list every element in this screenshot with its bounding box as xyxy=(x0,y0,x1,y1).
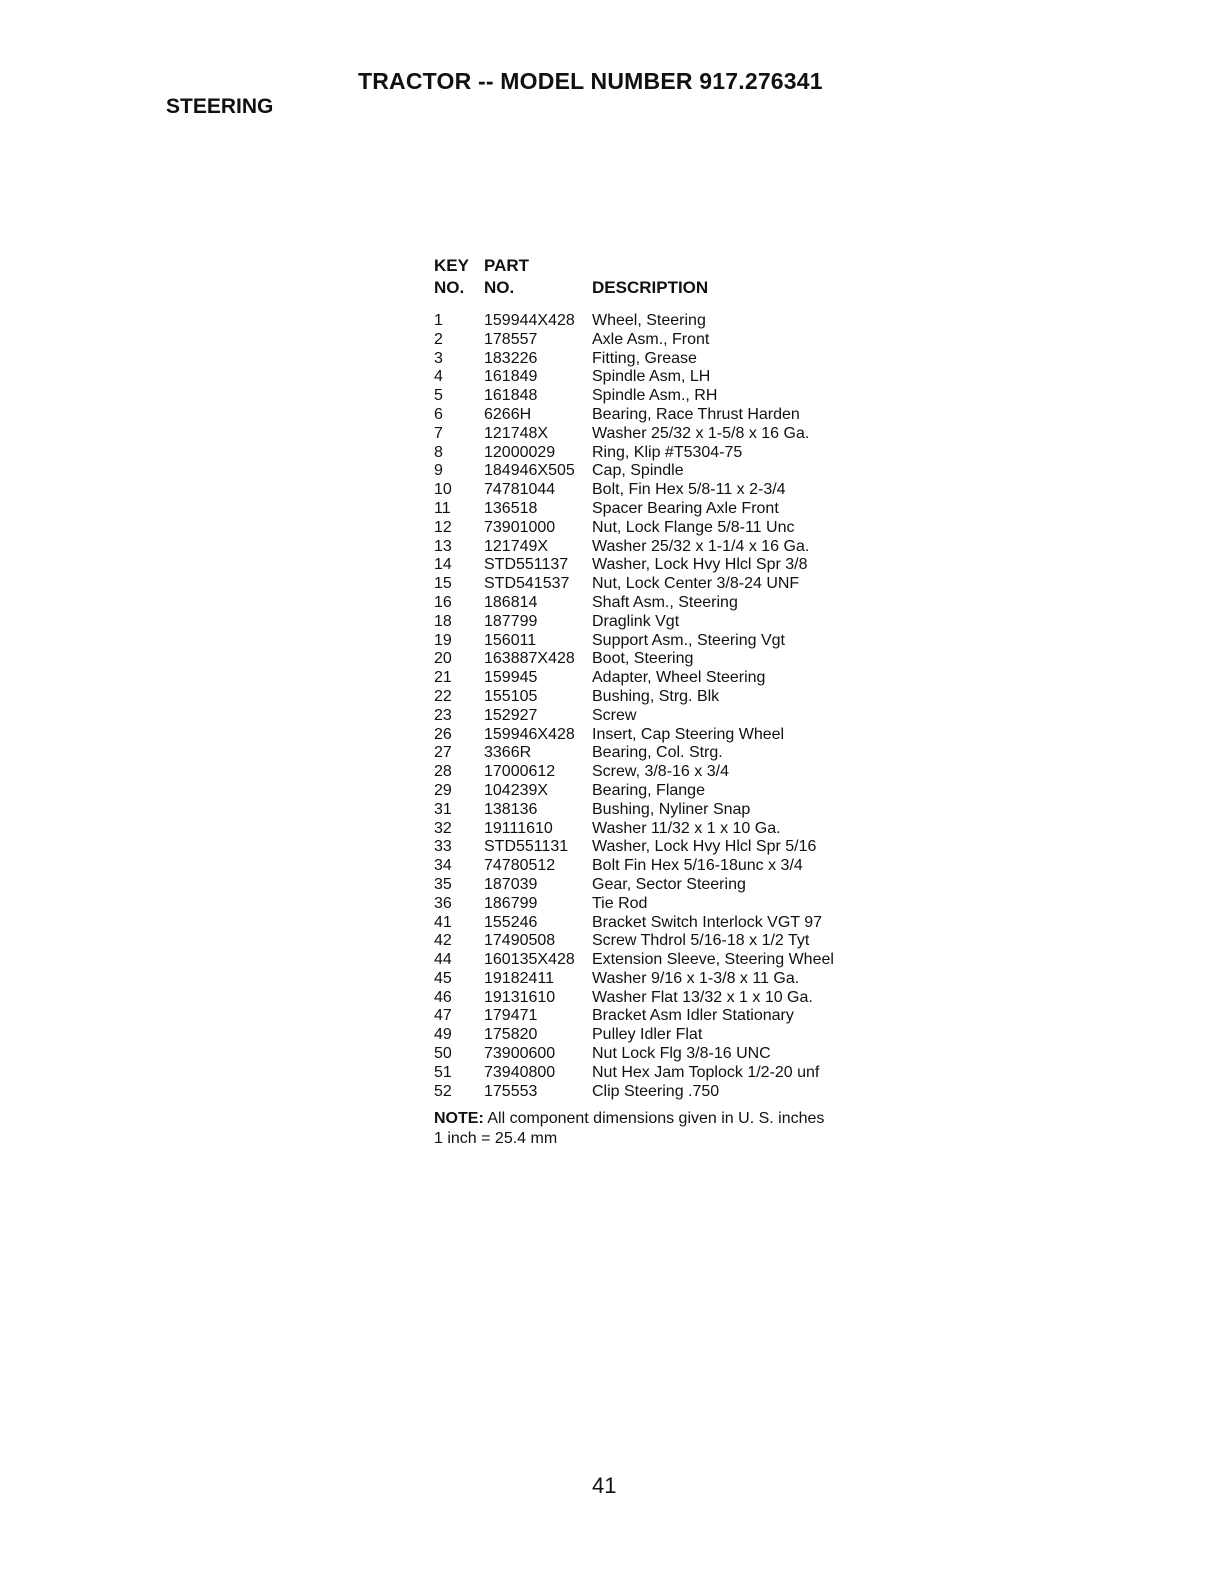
table-row xyxy=(434,387,874,406)
key-number: 52 xyxy=(434,1082,452,1100)
part-number: 136518 xyxy=(484,499,538,517)
key-number: 22 xyxy=(434,687,452,705)
part-number: 186799 xyxy=(484,894,538,912)
key-number: 16 xyxy=(434,593,452,611)
table-row xyxy=(434,406,874,425)
key-number: 31 xyxy=(434,800,452,818)
section-title: STEERING xyxy=(166,95,274,118)
table-row xyxy=(434,688,874,707)
table-row xyxy=(434,951,874,970)
table-row xyxy=(434,613,874,632)
part-number: 121748X xyxy=(484,424,549,442)
part-description: Bolt Fin Hex 5/16-18unc x 3/4 xyxy=(592,857,803,875)
part-number: 184946X505 xyxy=(484,462,575,480)
part-number: 19131610 xyxy=(484,988,556,1006)
part-number: 138136 xyxy=(484,800,538,818)
key-number: 46 xyxy=(434,988,452,1006)
table-row xyxy=(434,820,874,839)
part-description: Gear, Sector Steering xyxy=(592,875,746,893)
part-number: 179471 xyxy=(484,1007,538,1025)
table-row xyxy=(434,914,874,933)
part-description: Extension Sleeve, Steering Wheel xyxy=(592,951,834,969)
part-description: Bearing, Race Thrust Harden xyxy=(592,405,800,423)
parts-rows xyxy=(434,312,874,1101)
part-number: 155246 xyxy=(484,913,538,931)
table-row xyxy=(434,556,874,575)
part-number: 73940800 xyxy=(484,1063,556,1081)
part-description: Cap, Spindle xyxy=(592,462,684,480)
part-description: Nut, Lock Flange 5/8-11 Unc xyxy=(592,518,795,536)
header-key-line2: NO. xyxy=(434,278,465,297)
part-description: Shaft Asm., Steering xyxy=(592,593,738,611)
table-row xyxy=(434,989,874,1008)
parts-list xyxy=(434,256,874,1149)
note-text: All component dimensions given in U. S. inches 1 inch = 25.4 mm xyxy=(434,1110,825,1148)
table-row xyxy=(434,575,874,594)
part-number: 74781044 xyxy=(484,481,556,499)
table-row xyxy=(434,632,874,651)
part-number: 187799 xyxy=(484,612,538,630)
table-row xyxy=(434,331,874,350)
part-number: 175553 xyxy=(484,1082,538,1100)
part-number: 163887X428 xyxy=(484,650,575,668)
part-number: 155105 xyxy=(484,687,538,705)
table-row xyxy=(434,744,874,763)
part-number: 19111610 xyxy=(484,819,553,837)
header-key-line1: KEY xyxy=(434,256,469,275)
part-description: Draglink Vgt xyxy=(592,612,680,630)
table-row xyxy=(434,1064,874,1083)
part-description: Bolt, Fin Hex 5/8-11 x 2-3/4 xyxy=(592,481,786,499)
part-number: 156011 xyxy=(484,631,537,649)
key-number: 41 xyxy=(434,913,452,931)
part-description: Washer 9/16 x 1-3/8 x 11 Ga. xyxy=(592,969,800,987)
page-number: 41 xyxy=(592,1473,617,1498)
table-row xyxy=(434,425,874,444)
key-number: 33 xyxy=(434,838,452,856)
part-number: 74780512 xyxy=(484,857,556,875)
part-number: 159946X428 xyxy=(484,725,575,743)
table-row xyxy=(434,350,874,369)
note xyxy=(434,1109,834,1149)
table-row xyxy=(434,801,874,820)
part-number: 73900600 xyxy=(484,1045,556,1063)
table-row xyxy=(434,594,874,613)
key-number: 34 xyxy=(434,857,452,875)
part-description: Screw, 3/8-16 x 3/4 xyxy=(592,763,729,781)
key-number: 44 xyxy=(434,951,452,969)
part-description: Screw Thdrol 5/16-18 x 1/2 Tyt xyxy=(592,932,810,950)
key-number: 10 xyxy=(434,481,452,499)
part-description: Washer 11/32 x 1 x 10 Ga. xyxy=(592,819,781,837)
header-part-line2: NO. xyxy=(484,278,515,297)
header-part-line1: PART xyxy=(484,256,530,275)
part-number: 159944X428 xyxy=(484,312,575,329)
part-number: 12000029 xyxy=(484,443,556,461)
key-number: 18 xyxy=(434,612,452,630)
key-number: 50 xyxy=(434,1045,452,1063)
table-row xyxy=(434,707,874,726)
table-row xyxy=(434,1026,874,1045)
key-number: 9 xyxy=(434,462,443,480)
part-description: Bearing, Flange xyxy=(592,781,705,799)
part-number: 104239X xyxy=(484,781,549,799)
key-number: 11 xyxy=(434,499,451,517)
key-number: 4 xyxy=(434,368,443,386)
part-number: 159945 xyxy=(484,669,538,687)
part-description: Nut, Lock Center 3/8-24 UNF xyxy=(592,575,800,593)
table-row xyxy=(434,932,874,951)
key-number: 7 xyxy=(434,424,443,442)
key-number: 5 xyxy=(434,387,443,405)
part-description: Nut Lock Flg 3/8-16 UNC xyxy=(592,1045,771,1063)
table-row xyxy=(434,444,874,463)
key-number: 2 xyxy=(434,330,443,348)
part-number: 160135X428 xyxy=(484,951,575,969)
key-number: 1 xyxy=(434,312,443,329)
parts-list-header xyxy=(434,256,874,312)
part-number: 121749X xyxy=(484,537,549,555)
part-number: 17490508 xyxy=(484,932,556,950)
part-description: Nut Hex Jam Toplock 1/2-20 unf xyxy=(592,1063,820,1081)
key-number: 32 xyxy=(434,819,452,837)
note-label: NOTE: xyxy=(434,1110,484,1128)
part-description: Bushing, Strg. Blk xyxy=(592,687,720,705)
part-number: 186814 xyxy=(484,593,538,611)
table-row xyxy=(434,726,874,745)
part-number: 73901000 xyxy=(484,518,556,536)
table-row xyxy=(434,500,874,519)
part-description: Clip Steering .750 xyxy=(592,1082,720,1100)
table-row xyxy=(434,650,874,669)
key-number: 47 xyxy=(434,1007,452,1025)
part-number: 187039 xyxy=(484,875,538,893)
part-description: Bearing, Col. Strg. xyxy=(592,744,723,762)
part-description: Bracket Asm Idler Stationary xyxy=(592,1007,794,1025)
part-number: 161848 xyxy=(484,387,538,405)
table-row xyxy=(434,857,874,876)
part-description: Washer Flat 13/32 x 1 x 10 Ga. xyxy=(592,988,813,1006)
part-number: STD551131 xyxy=(484,838,569,856)
key-number: 36 xyxy=(434,894,452,912)
page-title: TRACTOR -- MODEL NUMBER 917.276341 xyxy=(358,68,823,94)
part-description: Fitting, Grease xyxy=(592,349,697,367)
table-row xyxy=(434,462,874,481)
part-description: Boot, Steering xyxy=(592,650,694,668)
part-description: Wheel, Steering xyxy=(592,312,706,329)
part-description: Washer 25/32 x 1-5/8 x 16 Ga. xyxy=(592,424,810,442)
key-number: 3 xyxy=(434,349,443,367)
table-row xyxy=(434,895,874,914)
table-row xyxy=(434,312,874,331)
part-description: Insert, Cap Steering Wheel xyxy=(592,725,785,743)
key-number: 23 xyxy=(434,706,452,724)
key-number: 20 xyxy=(434,650,452,668)
key-number: 15 xyxy=(434,575,452,593)
table-row xyxy=(434,970,874,989)
key-number: 13 xyxy=(434,537,452,555)
table-row xyxy=(434,1007,874,1026)
table-row xyxy=(434,782,874,801)
table-row xyxy=(434,1045,874,1064)
table-row xyxy=(434,838,874,857)
header-description: DESCRIPTION xyxy=(592,278,709,297)
key-number: 35 xyxy=(434,875,452,893)
key-number: 8 xyxy=(434,443,443,461)
table-row xyxy=(434,481,874,500)
part-description: Tie Rod xyxy=(592,894,648,912)
part-description: Washer 25/32 x 1-1/4 x 16 Ga. xyxy=(592,537,810,555)
part-description: Spacer Bearing Axle Front xyxy=(592,499,779,517)
key-number: 45 xyxy=(434,969,452,987)
part-number: 3366R xyxy=(484,744,532,762)
key-number: 42 xyxy=(434,932,452,950)
table-row xyxy=(434,538,874,557)
key-number: 27 xyxy=(434,744,452,762)
table-row xyxy=(434,876,874,895)
part-description: Pulley Idler Flat xyxy=(592,1026,703,1044)
part-description: Bushing, Nyliner Snap xyxy=(592,800,751,818)
key-number: 51 xyxy=(434,1063,452,1081)
part-description: Screw xyxy=(592,706,637,724)
part-number: STD551137 xyxy=(484,556,569,574)
key-number: 28 xyxy=(434,763,452,781)
part-description: Axle Asm., Front xyxy=(592,330,710,348)
key-number: 14 xyxy=(434,556,452,574)
key-number: 6 xyxy=(434,405,443,423)
key-number: 12 xyxy=(434,518,452,536)
part-description: Support Asm., Steering Vgt xyxy=(592,631,785,649)
table-row xyxy=(434,1083,874,1102)
table-row xyxy=(434,368,874,387)
part-number: 183226 xyxy=(484,349,538,367)
part-description: Spindle Asm., RH xyxy=(592,387,718,405)
key-number: 26 xyxy=(434,725,452,743)
key-number: 29 xyxy=(434,781,452,799)
table-row xyxy=(434,519,874,538)
part-number: 17000612 xyxy=(484,763,556,781)
part-description: Adapter, Wheel Steering xyxy=(592,669,766,687)
part-description: Bracket Switch Interlock VGT 97 xyxy=(592,913,823,931)
key-number: 21 xyxy=(434,669,452,687)
key-number: 49 xyxy=(434,1026,452,1044)
part-description: Washer, Lock Hvy Hlcl Spr 5/16 xyxy=(592,838,817,856)
part-number: 178557 xyxy=(484,330,538,348)
part-number: STD541537 xyxy=(484,575,570,593)
part-description: Washer, Lock Hvy Hlcl Spr 3/8 xyxy=(592,556,808,574)
part-number: 19182411 xyxy=(484,969,554,987)
part-description: Ring, Klip #T5304-75 xyxy=(592,443,743,461)
table-row xyxy=(434,669,874,688)
table-row xyxy=(434,763,874,782)
part-number: 175820 xyxy=(484,1026,538,1044)
part-number: 6266H xyxy=(484,405,532,423)
key-number: 19 xyxy=(434,631,452,649)
part-number: 161849 xyxy=(484,368,538,386)
part-description: Spindle Asm, LH xyxy=(592,368,711,386)
part-number: 152927 xyxy=(484,706,538,724)
